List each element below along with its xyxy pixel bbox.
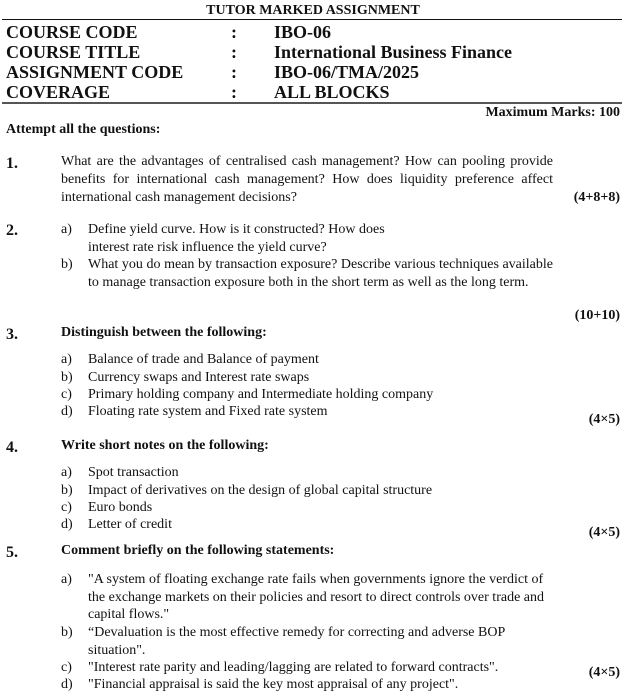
sub-question-label: d) [61, 517, 73, 532]
sub-question-label: b) [61, 257, 73, 272]
header-value: IBO-06/TMA/2025 [274, 62, 420, 82]
question-number: 5. [6, 544, 18, 561]
sub-question [61, 571, 553, 624]
question-marks: (10+10) [574, 308, 620, 323]
sub-question-text: Euro bonds [88, 500, 153, 515]
sub-question-text: What you do mean by transaction exposure? Describe various techniques available to manage transaction exposure both in the short term as well as the long term. [88, 257, 553, 290]
sub-question-label: d) [61, 677, 73, 692]
sub-question-text: “Devaluation is the most effective remedy for correcting and adverse BOP situation". [88, 625, 505, 658]
sub-question-text: "Financial appraisal is said the key most appraisal of any project". [88, 677, 459, 692]
question-heading: Write short notes on the following: [61, 438, 269, 453]
title-divider [2, 19, 622, 20]
header-row-coverage [6, 82, 606, 102]
question-number: 4. [6, 439, 18, 456]
question-heading: Comment briefly on the following statements: [61, 543, 335, 558]
header-label: ASSIGNMENT CODE [6, 62, 184, 82]
sub-question-label: a) [61, 465, 72, 480]
header-divider [2, 102, 622, 104]
sub-question-text: "Interest rate parity and leading/lagging are related to forward contracts". [88, 660, 499, 675]
sub-question [61, 386, 553, 404]
sub-question-label: c) [61, 660, 72, 675]
maximum-marks: Maximum Marks: 100 [485, 105, 620, 120]
sub-question-text: Balance of trade and Balance of payment [88, 352, 319, 367]
question-marks: (4×5) [588, 412, 620, 427]
sub-question [61, 221, 553, 256]
question-marks: (4+8+8) [573, 190, 620, 205]
sub-question [61, 624, 553, 659]
header-value: International Business Finance [274, 42, 513, 62]
sub-question [61, 499, 553, 517]
sub-question [61, 256, 553, 291]
question-number: 3. [6, 326, 18, 343]
sub-question-label: a) [61, 222, 72, 237]
sub-question-label: a) [61, 572, 72, 587]
header-separator: : [231, 62, 237, 82]
sub-question [61, 676, 553, 694]
sub-question [61, 369, 553, 387]
sub-question [61, 351, 553, 369]
header-label: COVERAGE [6, 82, 111, 102]
sub-question-label: b) [61, 625, 73, 640]
sub-question-text: Primary holding company and Intermediate holding company [88, 387, 434, 402]
sub-question-text: Floating rate system and Fixed rate system [88, 404, 328, 419]
header-separator: : [231, 22, 237, 42]
header-value: ALL BLOCKS [274, 82, 390, 102]
header-separator: : [231, 82, 237, 102]
question-marks: (4×5) [588, 665, 620, 680]
document-title: TUTOR MARKED ASSIGNMENT [206, 3, 420, 18]
header-row-course-title [6, 42, 606, 62]
sub-question-text: Letter of credit [88, 517, 172, 532]
sub-question-label: c) [61, 387, 72, 402]
sub-question-text: Impact of derivatives on the design of global capital structure [88, 483, 433, 498]
sub-question-label: c) [61, 500, 72, 515]
sub-question [61, 659, 553, 677]
question-marks: (4×5) [588, 525, 620, 540]
sub-question-text: Spot transaction [88, 465, 179, 480]
sub-question-label: d) [61, 404, 73, 419]
sub-question-label: b) [61, 370, 73, 385]
sub-question [61, 403, 553, 421]
instruction-text: Attempt all the questions: [6, 122, 161, 137]
sub-question [61, 464, 553, 482]
header-value: IBO-06 [274, 22, 332, 42]
sub-question [61, 482, 553, 500]
sub-question-text: "A system of floating exchange rate fails when governments ignore the verdict of the exchange markets on their policies and resort to direct controls over trade and capital flows." [88, 572, 544, 622]
question-number: 2. [6, 222, 18, 239]
sub-question-text: Currency swaps and Interest rate swaps [88, 370, 310, 385]
question-number: 1. [6, 155, 18, 172]
sub-question-label: b) [61, 483, 73, 498]
question-text: What are the advantages of centralised cash management? How can pooling provide benefits for international cash management? How does liquidity preference affect international cash management decisions? [61, 154, 553, 205]
sub-question-label: a) [61, 352, 72, 367]
header-separator: : [231, 42, 237, 62]
sub-question [61, 516, 553, 534]
header-row-assignment-code [6, 62, 606, 82]
question-heading: Distinguish between the following: [61, 325, 267, 340]
header-label: COURSE CODE [6, 22, 138, 42]
sub-question-text: Define yield curve. How is it constructed? How does interest rate risk influence the yield curve? [88, 222, 385, 255]
header-row-course-code [6, 22, 606, 42]
header-label: COURSE TITLE [6, 42, 141, 62]
